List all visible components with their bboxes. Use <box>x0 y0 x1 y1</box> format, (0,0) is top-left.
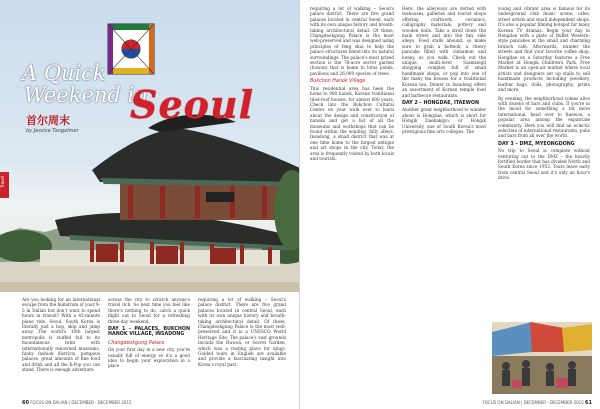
byline: by Jessica Tangelmer <box>26 128 79 134</box>
market-photo <box>492 322 592 394</box>
paragraph: No trip to Seoul is complete without venturing out to the DMZ – the heavily fortified border that has divided North and South Korea since 1953. Tours leave early from central Seoul and it's only an hour's drive. <box>498 148 590 181</box>
right-column-2 <box>402 6 486 137</box>
title-city: Seoul <box>130 82 255 127</box>
paragraph: This residential area has been the home to 900 hanok, Korean traditional tiled-roof houses, for almost 600 years. Check into the Bukchon Cultural Center on your walk over to learn about the design and construction of hanoks and get a list of all the museums and workshops that can be found within the winding, hilly alleys. Insadong, a small district that was at one time home to the largest antique and art shops in the city. Today, the area is frequently visited by both locals and tourists. <box>310 85 394 161</box>
right-column-1 <box>310 6 394 164</box>
paragraph: Another great neighborhood to wander about is Hongdae, which is short for Hongik Daehakgyo, or Hongik University, one of South Korea's most prestigious fine arts colleges. The <box>402 107 486 134</box>
left-footer <box>22 400 132 406</box>
article-title <box>22 61 255 134</box>
page-number-left: 60 <box>22 400 29 406</box>
section-tab-label: Travel <box>0 176 5 188</box>
right-page <box>300 0 600 409</box>
footer-text-right: FOCUS ON DALIAN | DECEMBER · DECEMBER 2015 <box>482 400 584 405</box>
left-column-1 <box>22 297 100 376</box>
left-column-2 <box>108 297 190 372</box>
title-line-2: Weekend in <box>24 83 148 107</box>
market-illustration <box>492 322 592 394</box>
subheading-changdeokgung: Changdeokgung Palace <box>108 340 165 346</box>
right-footer <box>482 400 592 406</box>
paragraph: On your first day in a new city, you're usually full of energy so it's a good idea to begin your exploration in a place <box>108 347 190 369</box>
day1-heading: DAY 1 – PALACES, BUKCHON HANOK VILLAGE, INSADONG <box>108 327 190 338</box>
title-line-1: A Quick <box>22 61 106 85</box>
paragraph: young and vibrant area is famous for its underground club music scene, cafes, street artists and small independent shops. It's also a popular filming hotspot for many Korean TV dramas. Begin your day in Hongdae with a plate of Buffet Western-style pancakes at the small and charming brunch café. Afterwards, wander the streets and find your favorite coffee shop. Hongdae on a Saturday features a Free Market at Hongik Children's Park, Free Market is an open-air market where local artists and designers set up stalls to sell handmade products including jewellery, leather bags, dolls, photography, prints and more. <box>498 6 590 93</box>
paragraph: Are you looking for an international escape from the humdrum of your 9-5 in Dalian but don't want to spend hours in transit? With a 45-minute plane ride, Seoul, South Korea is literally just a hop, skip and jump away. The world's 10th largest metropolis is stuffed full to its mountainous brim with internationally renowned museums, funky fashion districts, pompous palaces, great amounts of fine food and drink and all the K-Pop you can stand. There is enough adventure <box>22 297 100 373</box>
left-column-3 <box>198 297 286 370</box>
left-body-text <box>0 293 300 405</box>
day3-heading: DAY 3 – DMZ, MYEONGDONG <box>498 141 575 147</box>
paragraph: requiring a lot of walking – Seoul's palace district. There are five grand palaces located in central Seoul, each with its own unique history and breath-taking architectural detail. Of these, Changdeokgung Palace is the most well-preserved and it is a UNESCO World Heritage Site. The palace's vast grounds include the Huwon, or Secret Garden, which was a resting place for kings. Guided tours in English are available and provide a fascinating insight into Korea's royal past. <box>198 297 286 367</box>
paragraph: across the city to scratch anyone's travel itch. So next time you feel like there's nothing to do, catch a quick flight out to Seoul for a refreshing three-day weekend. <box>108 297 190 324</box>
subheading-bukchon: Bukchon Hanok Village <box>310 79 366 85</box>
page-number-right: 61 <box>585 400 592 406</box>
day2-heading: DAY 2 – HONGDAE, ITAEWON <box>402 100 480 106</box>
paragraph: By evening, the neighborhood comes alive with dozens of bars and clubs. If you're in the mood for something a bit more international, head over to Itaewon, a popular area among the expatriate community. Here you will find an eclectic selection of international restaurants, pubs and bars from all over the world. <box>498 95 590 139</box>
right-column-3 <box>498 6 590 318</box>
footer-text-left: FOCUS ON DALIAN | DECEMBER · DECEMBER 2015 <box>30 400 132 405</box>
title-chinese: 首尔周末 <box>26 114 70 127</box>
paragraph: Here, the alleyways are dotted with teahouses, galleries and tourist shops offering craftwork, ceramics, calligraphy materials, pottery and wooden dolls. Take a stroll down the main street and into the tiny side alleys. Food stalls abound, so make sure to grab a hotteok, a chewy pancake filled with cinnamon and honey, as you walk. Check out the unique, multi-level Ssamziegil shopping complex full of small handmade shops, or pop into one of the many tea houses for a traditional Korean tea. Dinner in Insadong offers an assortment of Korean temple food and barbecue restaurants. <box>402 6 486 98</box>
section-tab <box>0 172 9 198</box>
paragraph: requiring a lot of walking – Seoul's palace district. There are five grand palaces located in central Seoul, each with its own unique history and breath-taking architectural detail. Of these, Changdeokgung Palace is the most well-preserved and was designed using principles of feng shui to help the palace structures blend into its natural surroundings. The palace's most prized section is the 78-acre secret garden (huwon) that is home to lotus ponds, pavilions and 26,000 species of trees. <box>310 6 394 76</box>
palace-photo <box>0 0 300 292</box>
